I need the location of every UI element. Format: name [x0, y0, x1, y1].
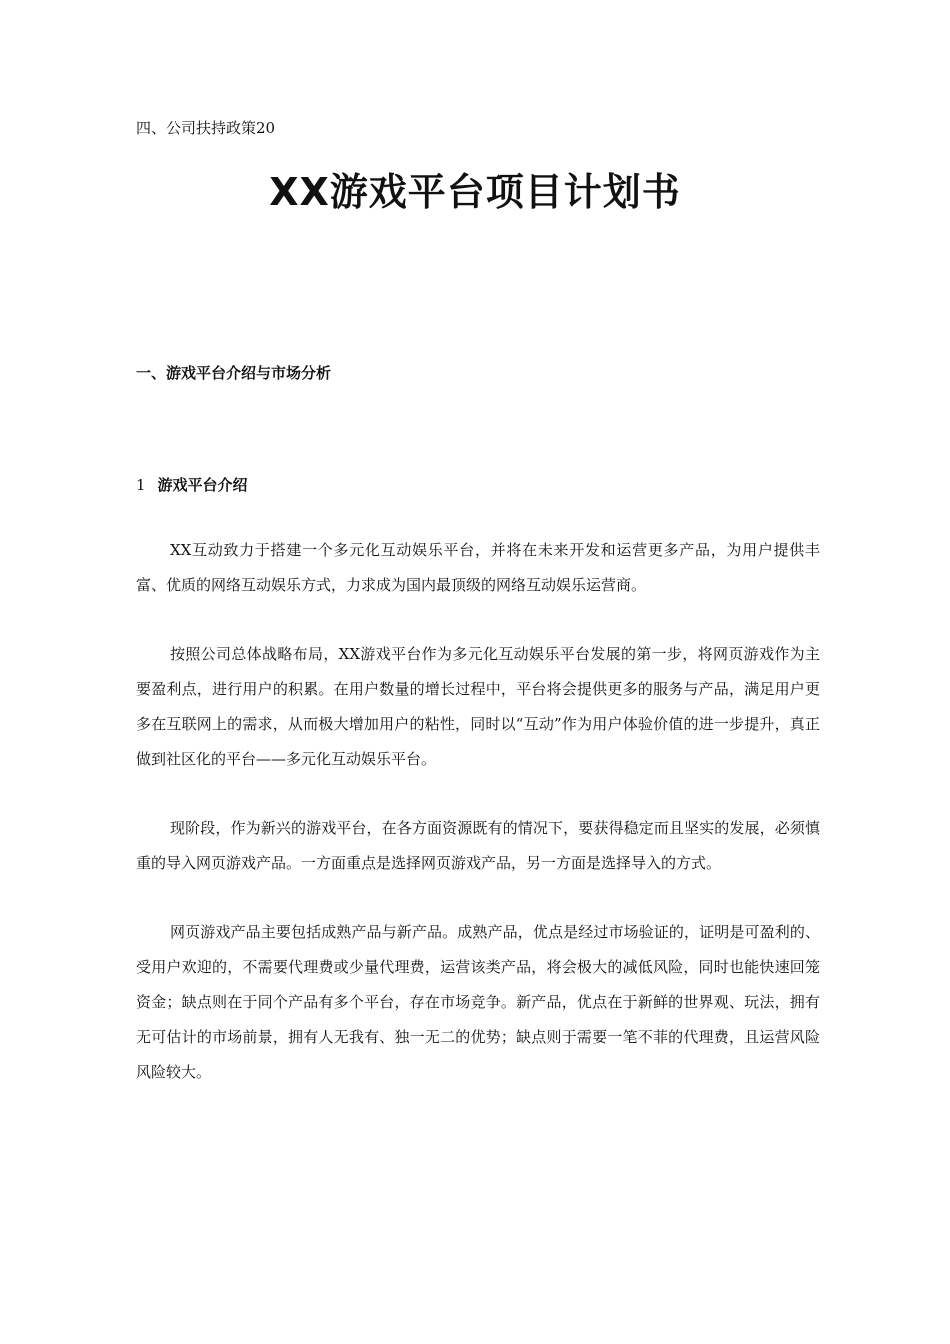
paragraph: 按照公司总体战略布局，XX游戏平台作为多元化互动娱乐平台发展的第一步，将网页游戏作为主要盈利点，进行用户的积累。在用户数量的增长过程中，平台将会提供更多的服务与产品，满足用户更多在互联网上的需求，从而极大增加用户的粘性，同时以“互动”作为用户体验价值的进一步提升，真正做到社区化的平台——多元化互动娱乐平台。 [136, 645, 820, 768]
paragraph: XX互动致力于搭建一个多元化互动娱乐平台，并将在未来开发和运营更多产品，为用户提供丰富、优质的网络互动娱乐方式，力求成为国内最顶级的网络互动娱乐运营商。 [136, 541, 820, 594]
document-title: XX游戏平台项目计划书 [269, 170, 681, 214]
toc-entry: 四、公司扶持政策20 [136, 119, 276, 137]
paragraph: 网页游戏产品主要包括成熟产品与新产品。成熟产品，优点是经过市场验证的，证明是可盈利的、受用户欢迎的，不需要代理费或少量代理费，运营该类产品，将会极大的减低风险，同时也能快速回笼资金；缺点则在于同个产品有多个平台，存在市场竞争。新产品，优点在于新鲜的世界观、玩法，拥有无可估计的市场前景，拥有人无我有、独一无二的优势；缺点则于需要一笔不菲的代理费，且运营风险风险较大。 [136, 923, 820, 1081]
subsection-title: 游戏平台介绍 [157, 476, 248, 494]
section-heading: 一、游戏平台介绍与市场分析 [136, 364, 332, 382]
subsection-number: 1 [136, 476, 146, 494]
body-text [136, 533, 820, 1124]
paragraph: 现阶段，作为新兴的游戏平台，在各方面资源既有的情况下，要获得稳定而且坚实的发展，必须慎重的导入网页游戏产品。一方面重点是选择网页游戏产品，另一方面是选择导入的方式。 [136, 819, 820, 872]
subsection-heading [136, 475, 248, 495]
